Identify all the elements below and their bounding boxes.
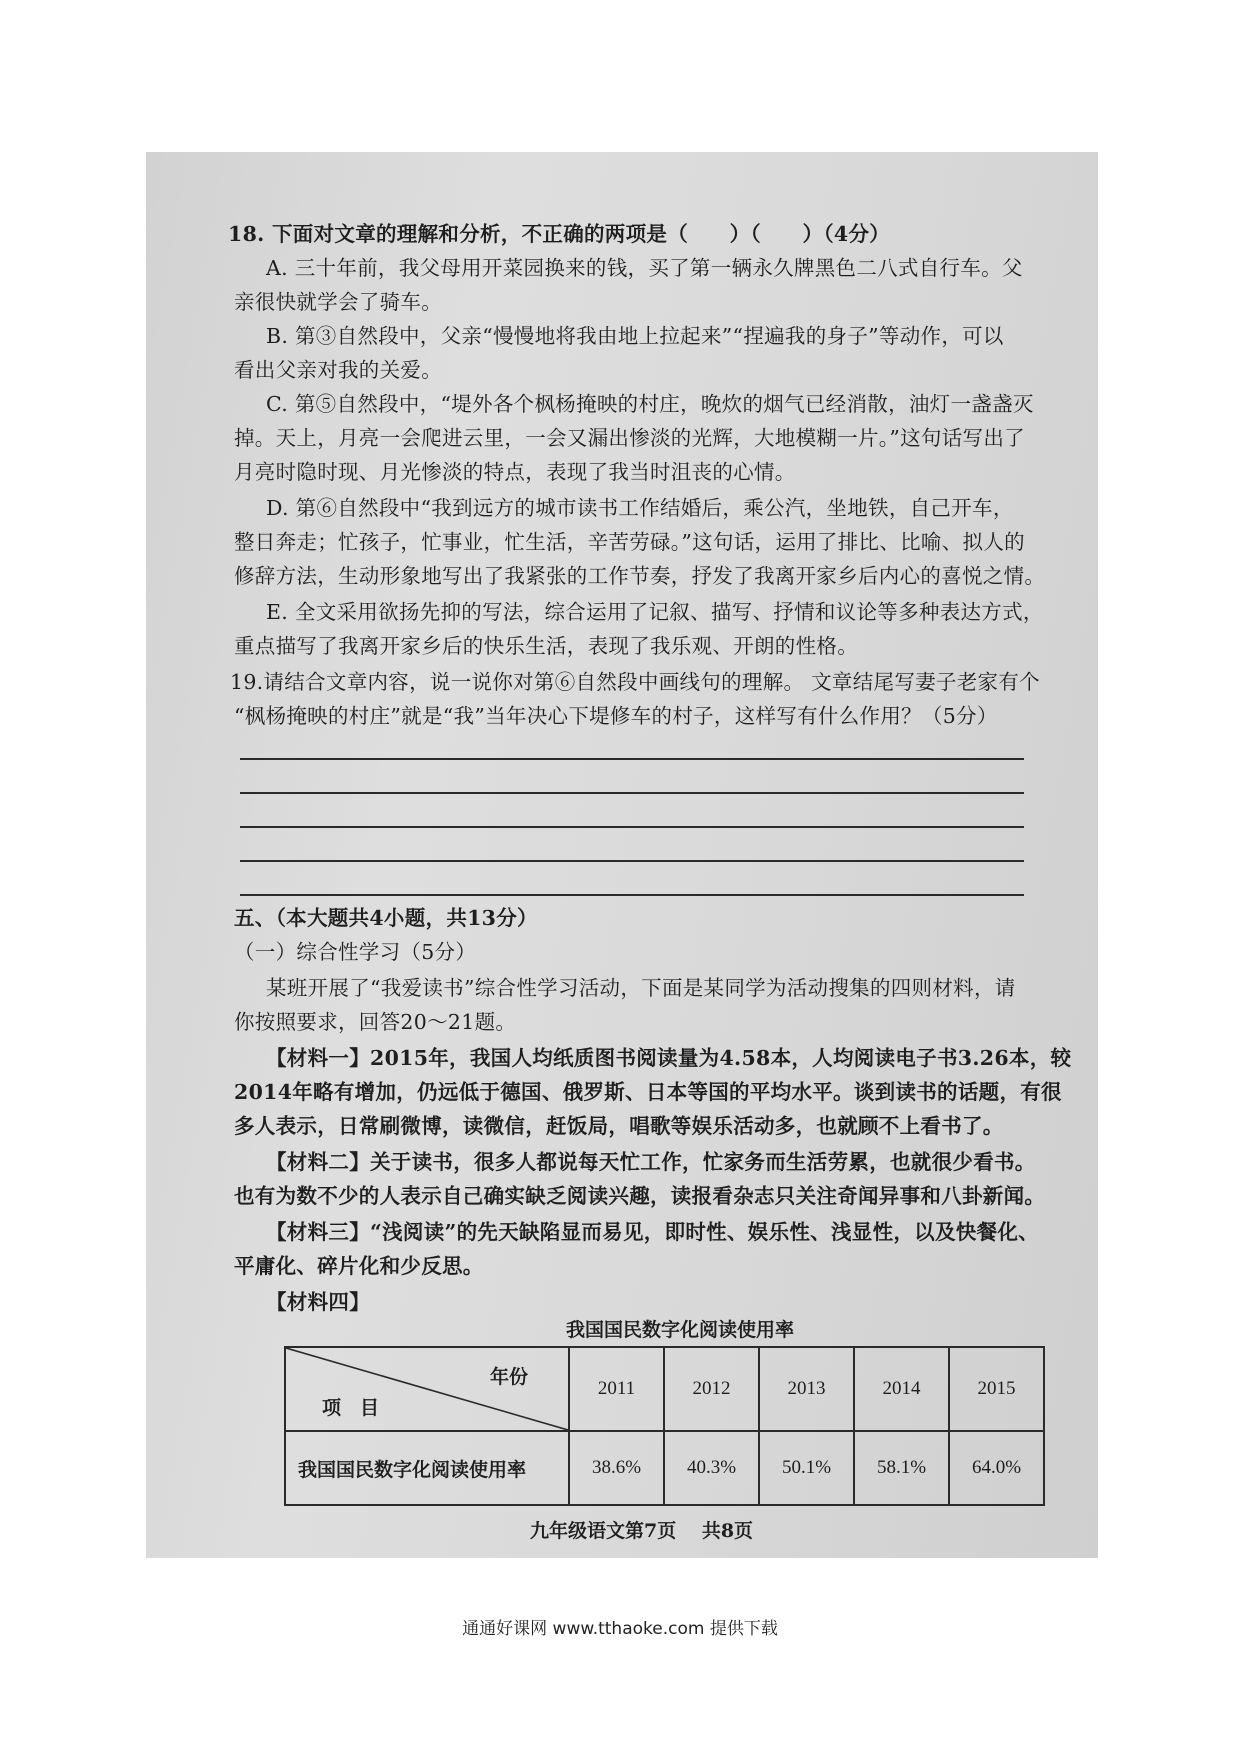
year-cell: 2012 <box>664 1347 759 1431</box>
value-cell: 40.3% <box>664 1431 759 1505</box>
material2-line2: 也有为数不少的人表示自己确实缺乏阅读兴趣，读报看杂志只关注奇闻异事和八卦新闻。 <box>234 1184 1046 1208</box>
value-cell: 64.0% <box>949 1431 1044 1505</box>
q18-option-b-line2: 看出父亲对我的关爱。 <box>234 358 442 382</box>
q18-option-a-line2: 亲很快就学会了骑车。 <box>234 290 442 314</box>
q18-option-e-line1: E. 全文采用欲扬先抑的写法，综合运用了记叙、描写、抒情和议论等多种表达方式， <box>266 600 1044 624</box>
digital-reading-table <box>284 1346 1045 1506</box>
value-cell: 58.1% <box>854 1431 949 1505</box>
year-cell: 2011 <box>569 1347 664 1431</box>
answer-line-2[interactable] <box>240 792 1024 794</box>
q18-option-b-line1: B. 第③自然段中，父亲“慢慢地将我由地上拉起来”“捏遍我的身子”等动作，可以 <box>266 324 1004 348</box>
activity-intro-line1: 某班开展了“我爱读书”综合性学习活动，下面是某同学为活动搜集的四则材料，请 <box>266 976 1016 1000</box>
header-year-label: 年份 <box>489 1366 528 1388</box>
material1-line3: 多人表示，日常刷微博，读微信，赶饭局，唱歌等娱乐活动多，也就顾不上看书了。 <box>234 1114 1004 1138</box>
q18-option-c-line3: 月亮时隐时现、月光惨淡的特点，表现了我当时沮丧的心情。 <box>234 460 796 484</box>
answer-line-4[interactable] <box>240 860 1024 862</box>
q18-option-e-line2: 重点描写了我离开家乡后的快乐生活，表现了我乐观、开朗的性格。 <box>234 634 858 658</box>
value-cell: 50.1% <box>759 1431 854 1505</box>
q18-option-d-line2: 整日奔走；忙孩子，忙事业，忙生活，辛苦劳碌。”这句话，运用了排比、比喻、拟人的 <box>234 530 1025 554</box>
activity-intro-line2: 你按照要求，回答20～21题。 <box>234 1010 517 1034</box>
q18-option-d-line3: 修辞方法，生动形象地写出了我紧张的工作节奏，抒发了我离开家乡后内心的喜悦之情。 <box>234 564 1046 588</box>
q18-option-d-line1: D. 第⑥自然段中“我到远方的城市读书工作结婚后，乘公汽，坐地铁，自己开车， <box>266 496 1014 520</box>
scanned-exam-page <box>146 152 1098 1558</box>
q19-line2: “枫杨掩映的村庄”就是“我”当年决心下堤修车的村子，这样写有什么作用？（5分） <box>234 704 998 728</box>
year-cell: 2015 <box>949 1347 1044 1431</box>
answer-line-1[interactable] <box>240 758 1024 760</box>
answer-line-3[interactable] <box>240 826 1024 828</box>
download-note: 通通好课网 www.tthaoke.com 提供下载 <box>462 1619 778 1639</box>
material3-line1: 【材料三】“浅阅读”的先天缺陷显而易见，即时性、娱乐性、浅显性，以及快餐化、 <box>266 1220 1039 1244</box>
year-cell: 2013 <box>759 1347 854 1431</box>
material3-line2: 平庸化、碎片化和少反思。 <box>234 1254 484 1278</box>
material1-line2: 2014年略有增加，仍远低于德国、俄罗斯、日本等国的平均水平。谈到读书的话题，有很 <box>234 1080 1062 1104</box>
q18-option-a-line1: A. 三十年前，我父母用开菜园换来的钱，买了第一辆永久牌黑色二八式自行车。父 <box>266 256 1023 280</box>
header-item-label: 项 目 <box>322 1397 380 1419</box>
page-footer: 九年级语文第7页 共8页 <box>530 1520 754 1542</box>
table-data-row <box>285 1431 1044 1505</box>
q18-option-c-line2: 掉。天上，月亮一会爬进云里，一会又漏出惨淡的光辉，大地模糊一片。”这句话写出了 <box>234 426 1025 450</box>
q18-stem: 18. 下面对文章的理解和分析，不正确的两项是（ ）（ ）（4分） <box>228 222 891 246</box>
q18-option-c-line1: C. 第⑤自然段中，“堤外各个枫杨掩映的村庄，晚炊的烟气已经消散，油灯一盏盏灭 <box>266 392 1034 416</box>
diagonal-header-cell <box>285 1347 569 1431</box>
table-caption: 我国国民数字化阅读使用率 <box>566 1319 795 1341</box>
value-cell: 38.6% <box>569 1431 664 1505</box>
q19-line1: 19.请结合文章内容，说一说你对第⑥自然段中画线句的理解。 文章结尾写妻子老家有个 <box>230 670 1040 694</box>
section5-subtitle: （一）综合性学习（5分） <box>234 940 477 964</box>
year-cell: 2014 <box>854 1347 949 1431</box>
answer-line-5[interactable] <box>240 894 1024 896</box>
material2-line1: 【材料二】关于读书，很多人都说每天忙工作，忙家务而生活劳累，也就很少看书。 <box>266 1150 1036 1174</box>
section5-title: 五、（本大题共4小题，共13分） <box>234 906 538 930</box>
table-header-row <box>285 1347 1044 1431</box>
row-label: 我国国民数字化阅读使用率 <box>285 1431 569 1505</box>
material4-label: 【材料四】 <box>266 1290 370 1314</box>
material1-line1: 【材料一】2015年，我国人均纸质图书阅读量为4.58本，人均阅读电子书3.26本，较 <box>266 1046 1072 1070</box>
